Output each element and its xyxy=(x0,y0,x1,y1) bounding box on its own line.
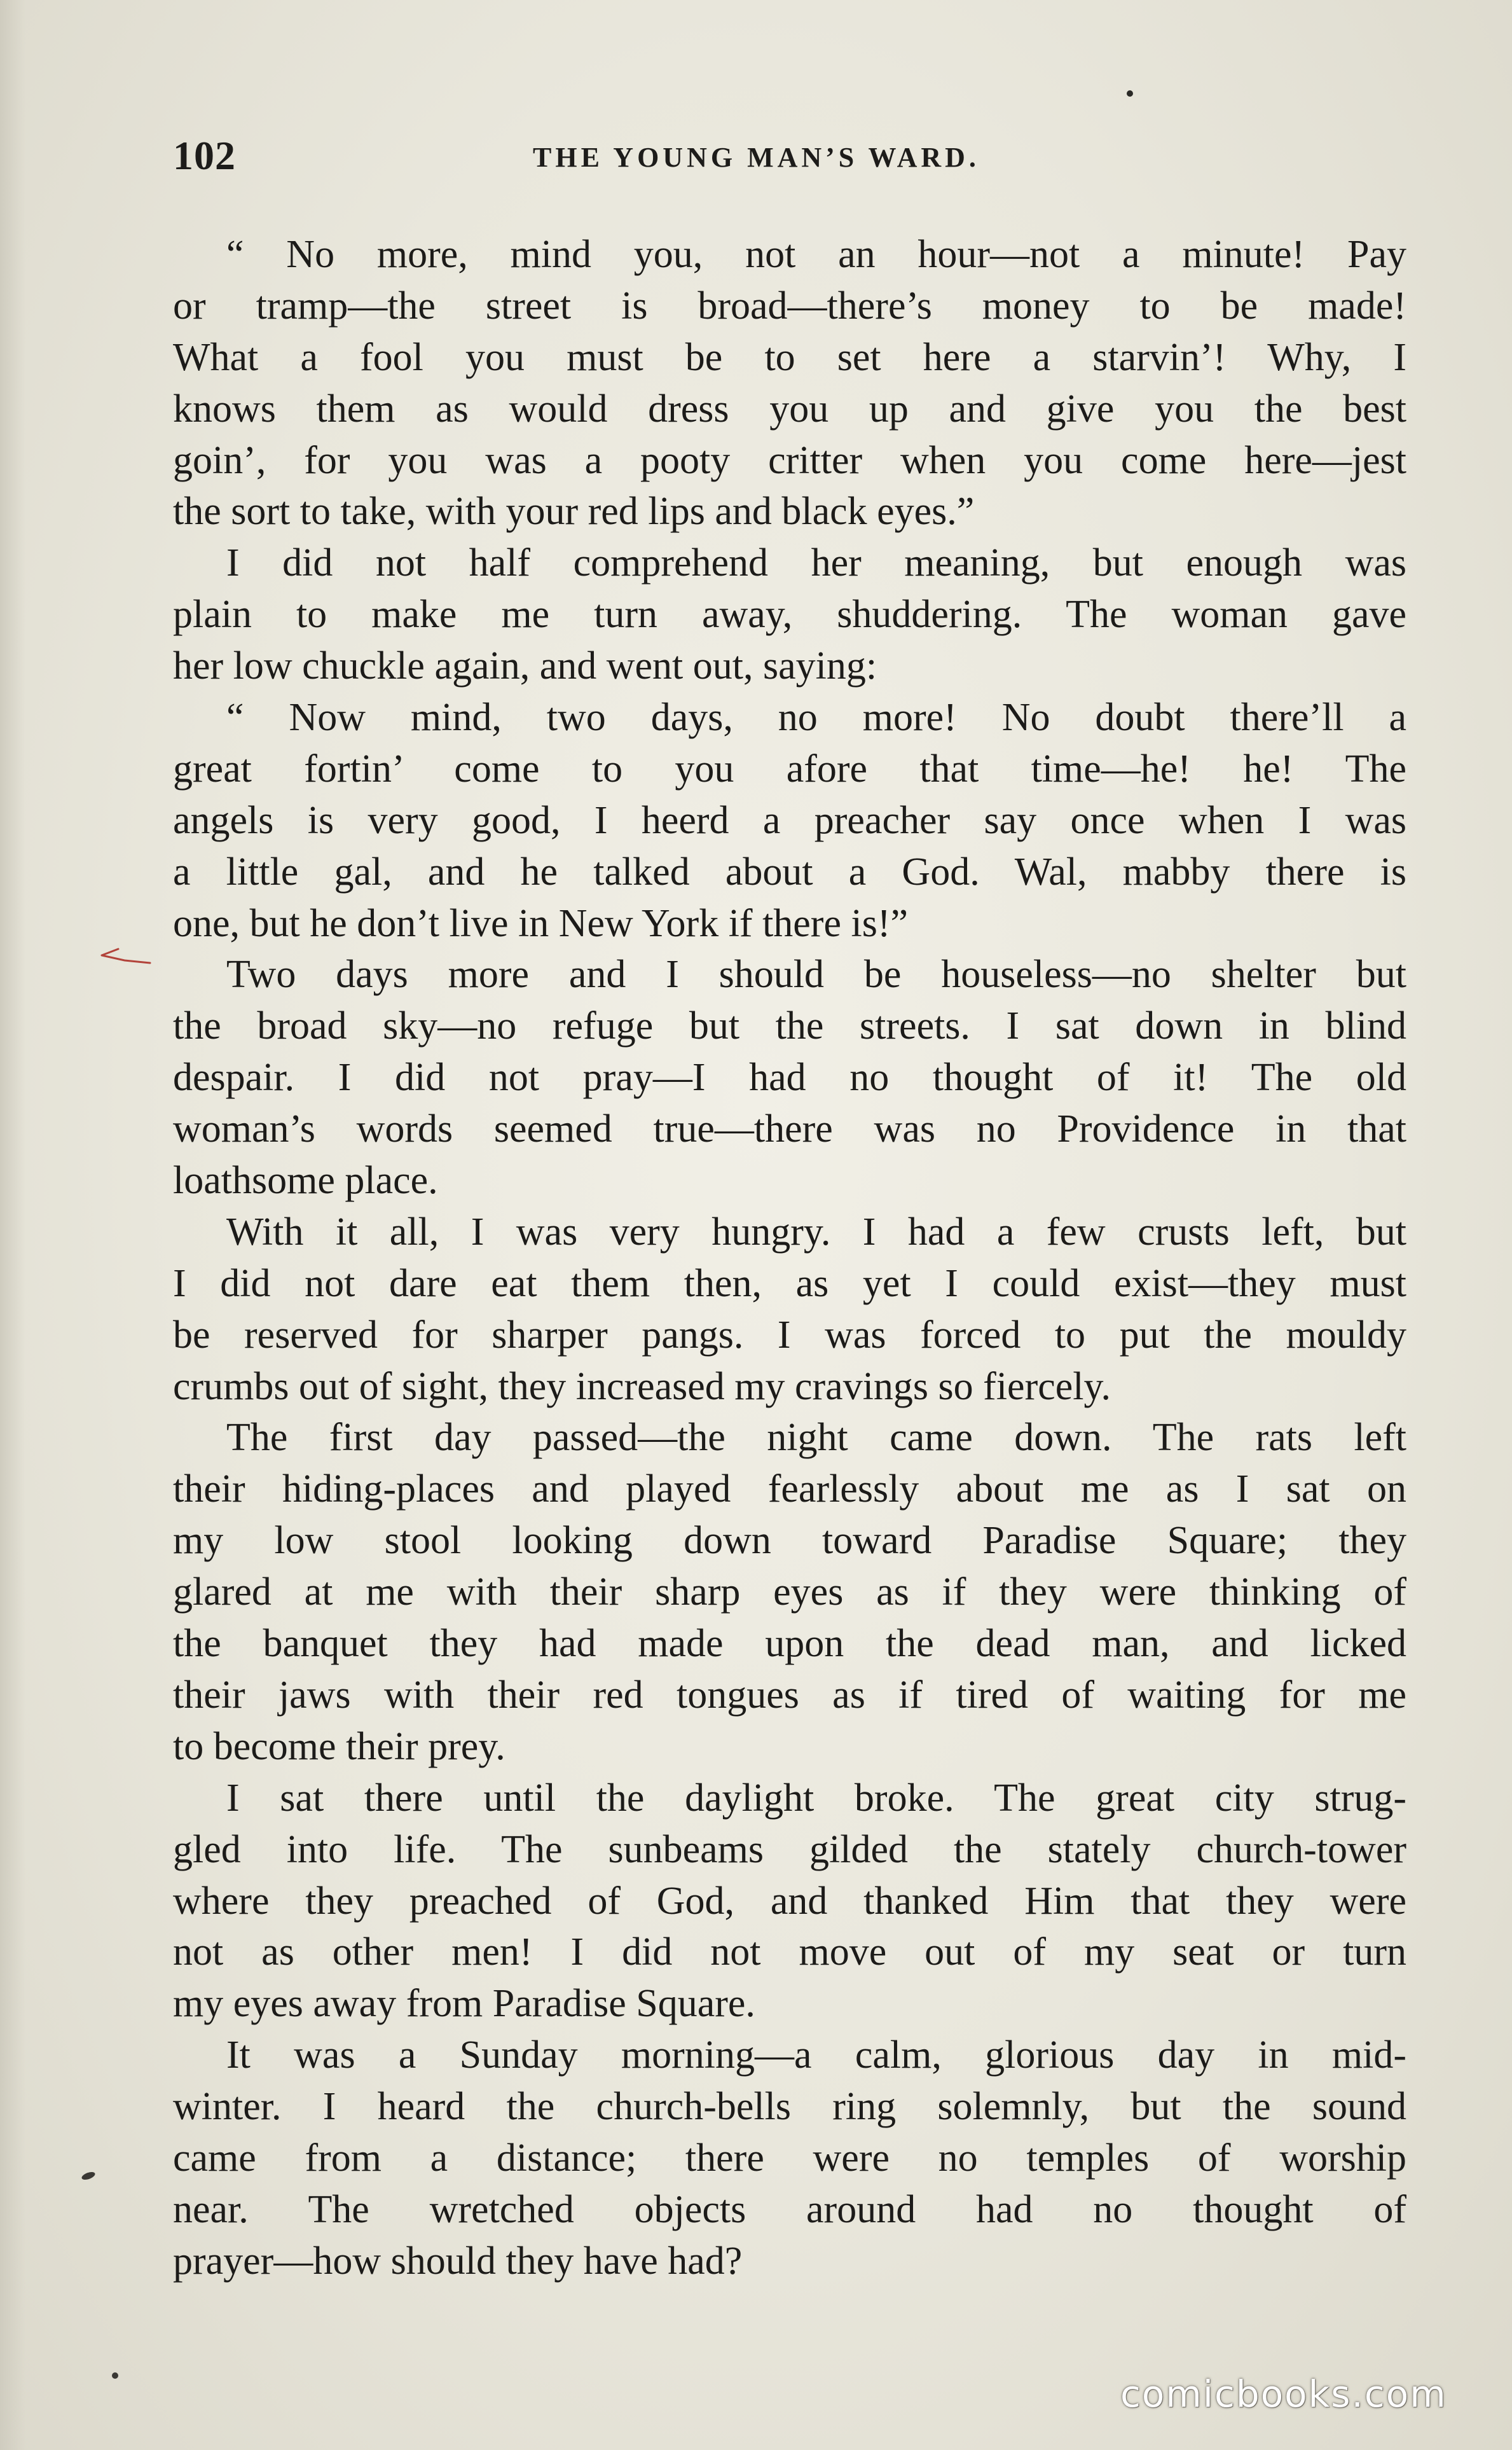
paragraph xyxy=(173,229,1406,537)
text-line: knows them as would dress you up and give you the best xyxy=(173,387,1406,431)
page-header xyxy=(173,132,1406,190)
margin-pencil-mark xyxy=(99,946,153,972)
text-line: What a fool you must be to set here a starvin’! Why, I xyxy=(173,335,1406,379)
running-head: THE YOUNG MAN’S WARD. xyxy=(533,142,980,173)
text-line: the banquet they had made upon the dead man, and licked xyxy=(173,1622,1406,1666)
ink-speck xyxy=(112,2372,118,2379)
ink-speck xyxy=(1127,90,1133,97)
page-edge-shadow xyxy=(0,0,25,2450)
text-line: prayer—how should they have had? xyxy=(173,2239,743,2283)
text-line: my low stool looking down toward Paradise Square; they xyxy=(173,1519,1406,1563)
paragraph xyxy=(173,2030,1406,2287)
page-number: 102 xyxy=(173,133,236,178)
text-line: angels is very good, I heerd a preacher say once when I was xyxy=(173,798,1406,842)
text-line: woman’s words seemed true—there was no Providence in that xyxy=(173,1107,1406,1151)
text-line: plain to make me turn away, shuddering. The woman gave xyxy=(173,593,1406,637)
text-line: or tramp—the street is broad—there’s money to be made! xyxy=(173,284,1406,328)
paragraph xyxy=(173,949,1406,1206)
text-line: “ No more, mind you, not an hour—not a minute! Pay xyxy=(226,233,1406,276)
text-line: I did not dare eat them then, as yet I could exist—they must xyxy=(173,1261,1406,1305)
text-line: It was a Sunday morning—a calm, glorious day in mid- xyxy=(226,2033,1406,2077)
text-line: “ Now mind, two days, no more! No doubt there’ll a xyxy=(226,696,1406,740)
text-line: The first day passed—the night came down. The rats left xyxy=(226,1416,1406,1460)
text-line: Two days more and I should be houseless—no shelter but xyxy=(226,953,1406,997)
text-line: their hiding-places and played fearlessly about me as I sat on xyxy=(173,1467,1406,1511)
paragraph xyxy=(173,1412,1406,1772)
text-line: despair. I did not pray—I had no thought of it! The old xyxy=(173,1056,1406,1100)
text-line: the sort to take, with your red lips and black eyes.” xyxy=(173,490,975,534)
paragraph xyxy=(173,692,1406,949)
paragraph xyxy=(173,1207,1406,1413)
body-text xyxy=(173,229,1406,2290)
text-line: near. The wretched objects around had no thought of xyxy=(173,2187,1406,2231)
text-line: be reserved for sharper pangs. I was forced to put the mouldy xyxy=(173,1313,1406,1357)
text-line: glared at me with their sharp eyes as if they were thinking of xyxy=(173,1570,1406,1614)
paragraph xyxy=(173,1773,1406,2030)
text-line: crumbs out of sight, they increased my cravings so fiercely. xyxy=(173,1364,1111,1408)
text-line: winter. I heard the church-bells ring solemnly, but the sound xyxy=(173,2085,1406,2129)
text-line: to become their prey. xyxy=(173,1724,505,1768)
text-line: their jaws with their red tongues as if tired of waiting for me xyxy=(173,1673,1406,1717)
text-line: one, but he don’t live in New York if there is!” xyxy=(173,901,908,945)
paragraph xyxy=(173,537,1406,692)
text-line: the broad sky—no refuge but the streets. I sat down in blind xyxy=(173,1004,1406,1048)
text-line: not as other men! I did not move out of my seat or turn xyxy=(173,1930,1406,1974)
text-line: my eyes away from Paradise Square. xyxy=(173,1982,755,2026)
ink-speck xyxy=(81,2171,96,2182)
text-line: I did not half comprehend her meaning, but enough was xyxy=(226,541,1406,585)
text-line: her low chuckle again, and went out, saying: xyxy=(173,644,877,688)
text-line: great fortin’ come to you afore that time—he! he! The xyxy=(173,747,1406,791)
text-line: I sat there until the daylight broke. The great city strug- xyxy=(226,1776,1406,1820)
text-line: With it all, I was very hungry. I had a few crusts left, but xyxy=(226,1210,1406,1254)
watermark: comicbooks.com xyxy=(1120,2372,1447,2416)
text-line: a little gal, and he talked about a God. Wal, mabby there is xyxy=(173,850,1406,894)
text-line: came from a distance; there were no temples of worship xyxy=(173,2136,1406,2180)
text-line: goin’, for you was a pooty critter when you come here—jest xyxy=(173,438,1406,482)
text-line: gled into life. The sunbeams gilded the stately church-tower xyxy=(173,1827,1406,1871)
text-line: where they preached of God, and thanked Him that they were xyxy=(173,1879,1406,1923)
text-line: loathsome place. xyxy=(173,1159,438,1203)
